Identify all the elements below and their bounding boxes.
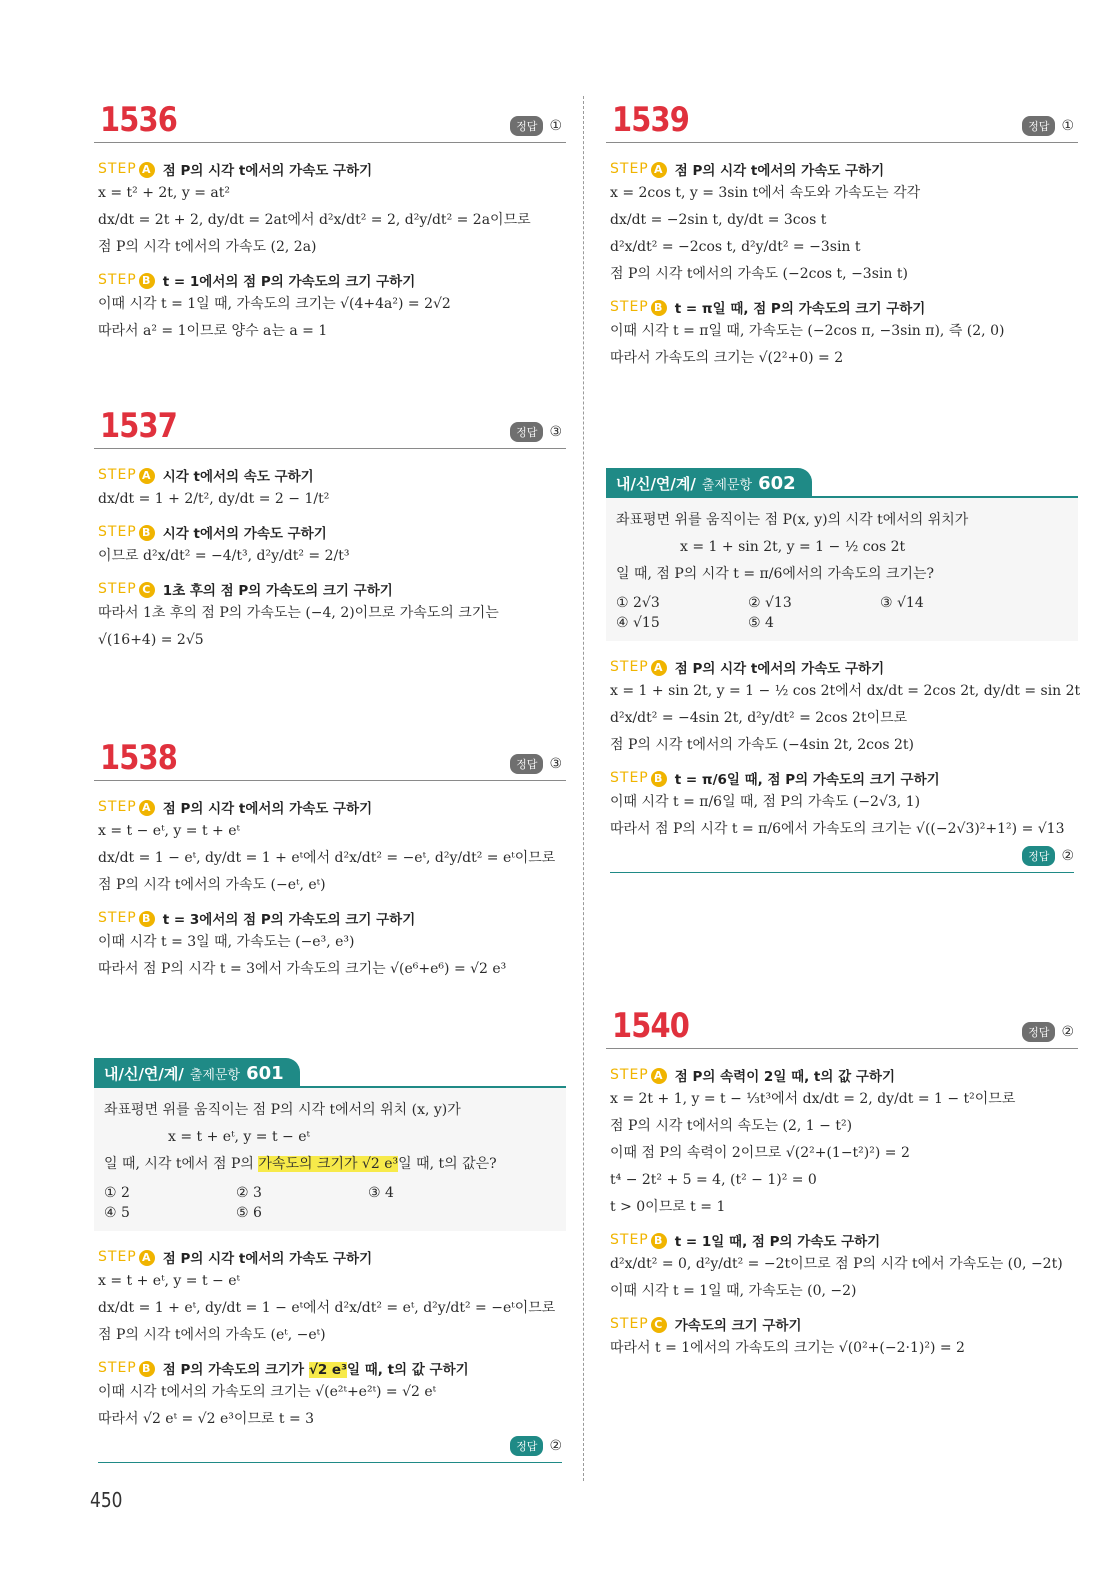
step-title: 점 P의 시각 t에서의 가속도 구하기 <box>674 163 885 179</box>
answer <box>510 754 562 774</box>
question-line: 일 때, 점 P의 시각 t = π/6에서의 가속도의 크기는? <box>616 566 934 582</box>
question-line: x = 1 + sin 2t, y = 1 − ½ cos 2t <box>680 539 906 555</box>
step-label: STEP A <box>610 659 667 676</box>
step-label: STEP A <box>98 161 155 178</box>
problem-number: 1536 <box>100 100 178 140</box>
step-label: STEP A <box>98 799 155 816</box>
step-a <box>610 159 1074 179</box>
step-label: STEP B <box>98 1360 155 1377</box>
answer-badge: 정답 <box>510 754 543 774</box>
step-a <box>98 797 562 817</box>
solution-line: 따라서 가속도의 크기는 √(2²+0) = 2 <box>610 350 844 366</box>
step-title: 점 P의 시각 t에서의 가속도 구하기 <box>674 661 885 677</box>
step-title: t = 1일 때, 점 P의 가속도 구하기 <box>674 1234 881 1250</box>
step-title: 점 P의 시각 t에서의 가속도 구하기 <box>162 801 373 817</box>
solution-line: dx/dt = 2t + 2, dy/dt = 2at에서 d²x/dt² = 2, d²y/dt² = 2a이므로 <box>98 212 531 228</box>
step-a <box>610 1065 1074 1085</box>
solution-line: dx/dt = −2sin t, dy/dt = 3cos t <box>610 212 827 228</box>
page-number: 450 <box>90 1488 123 1512</box>
choice: ⑤ 6 <box>236 1205 262 1221</box>
solution-line: 이때 시각 t = π일 때, 가속도는 (−2cos π, −3sin π), 즉 (2, 0) <box>610 323 1005 339</box>
step-title: t = π/6일 때, 점 P의 가속도의 크기 구하기 <box>674 772 940 788</box>
solution-line: x = 1 + sin 2t, y = 1 − ½ cos 2t에서 dx/dt = 2cos 2t, dy/dt = sin 2t <box>610 683 1081 699</box>
solution-line: x = t + eᵗ, y = t − eᵗ <box>98 1273 240 1289</box>
solution-line: dx/dt = 1 + eᵗ, dy/dt = 1 − eᵗ에서 d²x/dt² = eᵗ, d²y/dt² = −eᵗ이므로 <box>98 1300 556 1316</box>
choice: ④ √15 <box>616 615 660 631</box>
step-label: STEP B <box>610 770 667 787</box>
answer-badge: 정답 <box>510 422 543 442</box>
choices <box>104 1185 556 1221</box>
answer-badge: 정답 <box>1022 1022 1055 1042</box>
solution-line: 점 P의 시각 t에서의 속도는 (2, 1 − t²) <box>610 1118 853 1134</box>
answer-value: ② <box>549 1438 562 1454</box>
choice: ① 2√3 <box>616 595 660 611</box>
solution-line: 이때 시각 t = 3일 때, 가속도는 (−e³, e³) <box>98 934 355 950</box>
solution-line: 따라서 √2 eᵗ = √2 e³이므로 t = 3 <box>98 1411 315 1427</box>
problem-1538 <box>94 738 566 982</box>
step-b <box>610 768 1074 788</box>
question-line: x = t + eᵗ, y = t − eᵗ <box>168 1129 310 1145</box>
linked-header <box>606 466 1078 498</box>
step-title: 가속도의 크기 구하기 <box>674 1318 802 1334</box>
solution-line: d²x/dt² = −2cos t, d²y/dt² = −3sin t <box>610 239 861 255</box>
step-b <box>610 297 1074 317</box>
question-line: 좌표평면 위를 움직이는 점 P(x, y)의 시각 t에서의 위치가 <box>616 512 969 528</box>
answer-value: ② <box>1061 848 1074 864</box>
answer-value: ① <box>549 118 562 134</box>
step-label: STEP C <box>98 581 155 598</box>
linked-header <box>94 1056 566 1088</box>
problem-1539 <box>606 100 1078 371</box>
step-title: t = 1에서의 점 P의 가속도의 크기 구하기 <box>162 274 416 290</box>
solution-line: x = t − eᵗ, y = t + eᵗ <box>98 823 240 839</box>
step-label: STEP A <box>610 1067 667 1084</box>
problem-number: 1538 <box>100 738 178 778</box>
solution-line: 점 P의 시각 t에서의 가속도 (2, 2a) <box>98 239 317 255</box>
step-b <box>98 270 562 290</box>
answer-badge: 정답 <box>1022 116 1055 136</box>
answer-badge: 정답 <box>510 116 543 136</box>
step-title: 시각 t에서의 가속도 구하기 <box>162 526 327 542</box>
question-box <box>606 498 1078 641</box>
answer-value: ① <box>1061 118 1074 134</box>
solution-line: 이때 시각 t = 1일 때, 가속도의 크기는 √(4+4a²) = 2√2 <box>98 296 451 312</box>
step-label: STEP B <box>98 272 155 289</box>
solution-line: 점 P의 시각 t에서의 가속도 (eᵗ, −eᵗ) <box>98 1327 326 1343</box>
solution-line: 따라서 점 P의 시각 t = 3에서 가속도의 크기는 √(e⁶+e⁶) = √2 e³ <box>98 961 507 977</box>
step-c <box>610 1314 1074 1334</box>
problem-1540 <box>606 1006 1078 1361</box>
solution-line: x = 2t + 1, y = t − ⅓t³에서 dx/dt = 2, dy/dt = 1 − t²이므로 <box>610 1091 1016 1107</box>
solution-line: d²x/dt² = −4sin 2t, d²y/dt² = 2cos 2t이므로 <box>610 710 908 726</box>
step-a <box>610 657 1074 677</box>
step-title: 점 P의 시각 t에서의 가속도 구하기 <box>162 1251 373 1267</box>
answer <box>510 116 562 136</box>
step-label: STEP A <box>98 467 155 484</box>
solution-line: 이때 시각 t = 1일 때, 가속도는 (0, −2) <box>610 1283 857 1299</box>
step-a <box>98 1247 562 1267</box>
section-rule <box>98 1462 562 1463</box>
choice: ③ 4 <box>368 1185 394 1201</box>
step-title: 점 P의 시각 t에서의 가속도 구하기 <box>162 163 373 179</box>
linked-tag: 내/신/연/계/ 출제문항 601 <box>94 1058 300 1088</box>
solution-line: 이때 시각 t에서의 가속도의 크기는 √(e²ᵗ+e²ᵗ) = √2 eᵗ <box>98 1384 437 1400</box>
answer-value: ③ <box>549 756 562 772</box>
step-c <box>98 579 562 599</box>
step-label: STEP B <box>610 1232 667 1249</box>
choices <box>616 595 1068 631</box>
linked-question-602 <box>606 466 1081 873</box>
step-b <box>610 1230 1074 1250</box>
column-divider <box>583 96 584 1481</box>
step-a <box>98 465 562 485</box>
solution-line: 이므로 d²x/dt² = −4/t³, d²y/dt² = 2/t³ <box>98 548 350 564</box>
step-b <box>98 908 562 928</box>
answer-value: ③ <box>549 424 562 440</box>
answer-value: ② <box>1061 1024 1074 1040</box>
problem-1537 <box>94 406 566 653</box>
step-title: 점 P의 가속도의 크기가 √2 e³일 때, t의 값 구하기 <box>162 1362 469 1378</box>
step-label: STEP A <box>610 161 667 178</box>
solution-line: 따라서 a² = 1이므로 양수 a는 a = 1 <box>98 323 328 339</box>
solution-line: 점 P의 시각 t에서의 가속도 (−4sin 2t, 2cos 2t) <box>610 737 915 753</box>
solution-line: dx/dt = 1 + 2/t², dy/dt = 2 − 1/t² <box>98 491 330 507</box>
step-title: 1초 후의 점 P의 가속도의 크기 구하기 <box>162 583 393 599</box>
choice: ① 2 <box>104 1185 130 1201</box>
step-label: STEP C <box>610 1316 667 1333</box>
problem-header <box>606 1006 1078 1049</box>
solution-line: t⁴ − 2t² + 5 = 4, (t² − 1)² = 0 <box>610 1172 817 1188</box>
step-b <box>98 1358 562 1378</box>
choice: ② 3 <box>236 1185 262 1201</box>
step-b <box>98 522 562 542</box>
answer <box>610 846 1074 866</box>
solution-line: 이때 시각 t = π/6일 때, 점 P의 가속도 (−2√3, 1) <box>610 794 921 810</box>
problem-number: 1537 <box>100 406 178 446</box>
question-box <box>94 1088 566 1231</box>
problem-1536 <box>94 100 566 344</box>
choice: ⑤ 4 <box>748 615 774 631</box>
solution-line: t > 0이므로 t = 1 <box>610 1199 726 1215</box>
problem-header <box>94 406 566 449</box>
answer <box>1022 1022 1074 1042</box>
answer-badge: 정답 <box>510 1436 543 1456</box>
step-a <box>98 159 562 179</box>
answer <box>1022 116 1074 136</box>
step-label: STEP B <box>610 299 667 316</box>
choice: ③ √14 <box>880 595 924 611</box>
answer-badge: 정답 <box>1022 846 1055 866</box>
solution-line: 점 P의 시각 t에서의 가속도 (−eᵗ, eᵗ) <box>98 877 326 893</box>
answer <box>510 422 562 442</box>
choice: ② √13 <box>748 595 792 611</box>
problem-header <box>94 738 566 781</box>
solution-line: dx/dt = 1 − eᵗ, dy/dt = 1 + eᵗ에서 d²x/dt² = −eᵗ, d²y/dt² = eᵗ이므로 <box>98 850 556 866</box>
question-line: 일 때, 시각 t에서 점 P의 가속도의 크기가 √2 e³일 때, t의 값은? <box>104 1156 497 1172</box>
problem-header <box>606 100 1078 143</box>
problem-number: 1540 <box>612 1006 690 1046</box>
linked-tag: 내/신/연/계/ 출제문항 602 <box>606 468 812 498</box>
solution-line: d²x/dt² = 0, d²y/dt² = −2t이므로 점 P의 시각 t에서 가속도는 (0, −2t) <box>610 1256 1063 1272</box>
linked-question-601 <box>94 1056 566 1463</box>
solution-line: √(16+4) = 2√5 <box>98 632 204 648</box>
solution-line: x = t² + 2t, y = at² <box>98 185 230 201</box>
problem-number: 1539 <box>612 100 690 140</box>
step-title: 시각 t에서의 속도 구하기 <box>162 469 314 485</box>
solution-line: 점 P의 시각 t에서의 가속도 (−2cos t, −3sin t) <box>610 266 908 282</box>
solution-line: 이때 점 P의 속력이 2이므로 √(2²+(1−t²)²) = 2 <box>610 1145 910 1161</box>
problem-header <box>94 100 566 143</box>
step-title: t = 3에서의 점 P의 가속도의 크기 구하기 <box>162 912 416 928</box>
question-line: 좌표평면 위를 움직이는 점 P의 시각 t에서의 위치 (x, y)가 <box>104 1102 461 1118</box>
solution-line: 따라서 점 P의 시각 t = π/6에서 가속도의 크기는 √((−2√3)²+1²) = √13 <box>610 821 1065 837</box>
step-title: t = π일 때, 점 P의 가속도의 크기 구하기 <box>674 301 926 317</box>
highlight: 가속도의 크기가 √2 e³ <box>258 1156 399 1172</box>
answer <box>98 1436 562 1456</box>
step-label: STEP A <box>98 1249 155 1266</box>
step-title: 점 P의 속력이 2일 때, t의 값 구하기 <box>674 1069 895 1085</box>
solution-line: 따라서 1초 후의 점 P의 가속도는 (−4, 2)이므로 가속도의 크기는 <box>98 605 499 621</box>
section-rule <box>610 872 1074 873</box>
solution-line: x = 2cos t, y = 3sin t에서 속도와 가속도는 각각 <box>610 185 921 201</box>
step-label: STEP B <box>98 524 155 541</box>
step-label: STEP B <box>98 910 155 927</box>
choice: ④ 5 <box>104 1205 130 1221</box>
solution-line: 따라서 t = 1에서의 가속도의 크기는 √(0²+(−2·1)²) = 2 <box>610 1340 965 1356</box>
